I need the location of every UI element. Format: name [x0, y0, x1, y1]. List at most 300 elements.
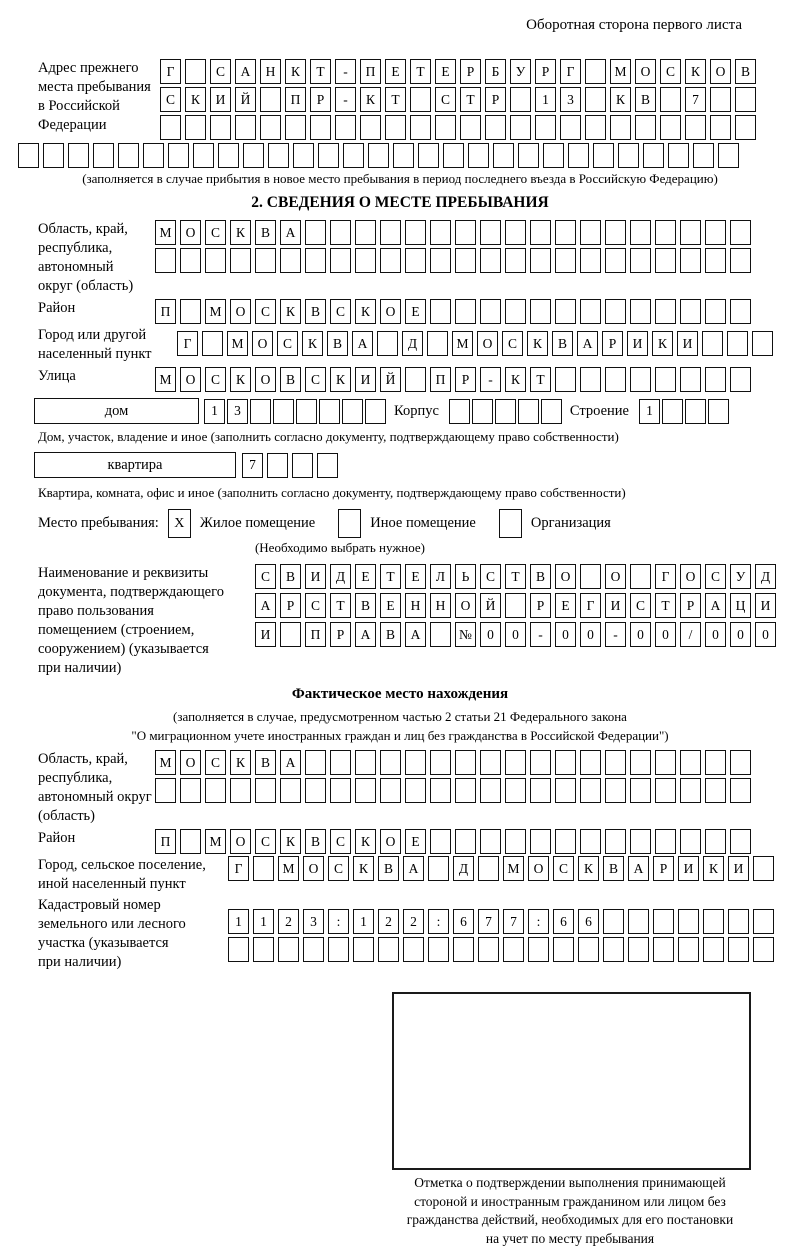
form-cell[interactable]: О — [230, 299, 251, 324]
form-cell[interactable] — [530, 248, 551, 273]
form-cell[interactable] — [730, 778, 751, 803]
form-cell[interactable]: С — [210, 59, 231, 84]
form-cell[interactable] — [303, 937, 324, 962]
form-cell[interactable] — [455, 299, 476, 324]
form-cell[interactable]: М — [155, 220, 176, 245]
form-cell[interactable]: К — [285, 59, 306, 84]
form-cell[interactable] — [703, 909, 724, 934]
form-cell[interactable]: Е — [405, 564, 426, 589]
form-cell[interactable] — [93, 143, 114, 168]
form-cell[interactable] — [430, 299, 451, 324]
form-cell[interactable] — [680, 367, 701, 392]
form-cell[interactable] — [580, 829, 601, 854]
form-cell[interactable] — [68, 143, 89, 168]
form-cell[interactable] — [555, 778, 576, 803]
form-cell[interactable]: К — [230, 220, 251, 245]
form-cell[interactable] — [472, 399, 493, 424]
form-cell[interactable] — [378, 937, 399, 962]
form-cell[interactable]: - — [335, 87, 356, 112]
form-cell[interactable]: О — [255, 367, 276, 392]
form-cell[interactable] — [455, 778, 476, 803]
form-cell[interactable] — [480, 220, 501, 245]
form-cell[interactable]: К — [505, 367, 526, 392]
form-cell[interactable] — [405, 778, 426, 803]
form-cell[interactable]: А — [280, 220, 301, 245]
form-cell[interactable] — [493, 143, 514, 168]
form-cell[interactable] — [410, 115, 431, 140]
form-cell[interactable]: С — [660, 59, 681, 84]
form-cell[interactable] — [443, 143, 464, 168]
form-cell[interactable]: С — [160, 87, 181, 112]
form-cell[interactable]: К — [652, 331, 673, 356]
form-cell[interactable]: У — [730, 564, 751, 589]
form-cell[interactable]: Т — [655, 593, 676, 618]
form-cell[interactable] — [668, 143, 689, 168]
form-cell[interactable]: 1 — [353, 909, 374, 934]
form-cell[interactable] — [580, 248, 601, 273]
form-cell[interactable] — [630, 750, 651, 775]
form-cell[interactable]: Д — [402, 331, 423, 356]
form-cell[interactable]: К — [353, 856, 374, 881]
form-cell[interactable] — [478, 856, 499, 881]
form-cell[interactable]: К — [578, 856, 599, 881]
form-cell[interactable] — [160, 115, 181, 140]
form-cell[interactable]: 1 — [535, 87, 556, 112]
form-cell[interactable]: К — [355, 829, 376, 854]
form-cell[interactable]: И — [755, 593, 776, 618]
form-cell[interactable]: / — [680, 622, 701, 647]
form-cell[interactable] — [435, 115, 456, 140]
form-cell[interactable] — [530, 750, 551, 775]
form-cell[interactable] — [292, 453, 313, 478]
form-cell[interactable] — [478, 937, 499, 962]
form-cell[interactable]: - — [480, 367, 501, 392]
form-cell[interactable] — [455, 829, 476, 854]
form-cell[interactable] — [505, 299, 526, 324]
form-cell[interactable]: Й — [235, 87, 256, 112]
form-cell[interactable] — [255, 248, 276, 273]
form-cell[interactable] — [518, 143, 539, 168]
form-cell[interactable] — [280, 778, 301, 803]
form-cell[interactable]: 0 — [655, 622, 676, 647]
form-cell[interactable] — [580, 299, 601, 324]
form-cell[interactable] — [605, 367, 626, 392]
form-cell[interactable] — [319, 399, 340, 424]
form-cell[interactable] — [605, 829, 626, 854]
form-cell[interactable] — [380, 220, 401, 245]
form-cell[interactable]: С — [330, 829, 351, 854]
form-cell[interactable] — [568, 143, 589, 168]
form-cell[interactable]: 1 — [253, 909, 274, 934]
form-cell[interactable]: М — [278, 856, 299, 881]
form-cell[interactable] — [268, 143, 289, 168]
form-cell[interactable] — [480, 829, 501, 854]
form-cell[interactable] — [553, 937, 574, 962]
form-cell[interactable] — [555, 299, 576, 324]
form-cell[interactable] — [193, 143, 214, 168]
form-cell[interactable] — [230, 778, 251, 803]
form-cell[interactable] — [428, 856, 449, 881]
form-cell[interactable]: М — [205, 829, 226, 854]
form-cell[interactable] — [585, 115, 606, 140]
form-cell[interactable] — [653, 909, 674, 934]
form-cell[interactable]: Й — [480, 593, 501, 618]
form-cell[interactable] — [680, 778, 701, 803]
form-cell[interactable] — [662, 399, 683, 424]
form-cell[interactable] — [293, 143, 314, 168]
form-cell[interactable]: Г — [655, 564, 676, 589]
form-cell[interactable] — [353, 937, 374, 962]
form-cell[interactable]: К — [703, 856, 724, 881]
form-cell[interactable] — [228, 937, 249, 962]
form-cell[interactable]: О — [455, 593, 476, 618]
form-cell[interactable] — [680, 220, 701, 245]
form-cell[interactable] — [43, 143, 64, 168]
form-cell[interactable]: К — [360, 87, 381, 112]
form-cell[interactable] — [318, 143, 339, 168]
checkbox-residential[interactable]: X — [168, 509, 191, 538]
form-cell[interactable] — [185, 115, 206, 140]
form-cell[interactable] — [678, 909, 699, 934]
form-cell[interactable] — [705, 220, 726, 245]
form-cell[interactable]: Р — [485, 87, 506, 112]
form-cell[interactable] — [328, 937, 349, 962]
form-cell[interactable]: А — [280, 750, 301, 775]
form-cell[interactable] — [585, 59, 606, 84]
form-cell[interactable]: 3 — [560, 87, 581, 112]
form-cell[interactable]: К — [330, 367, 351, 392]
form-cell[interactable] — [555, 248, 576, 273]
form-cell[interactable]: Й — [380, 367, 401, 392]
form-cell[interactable]: Р — [535, 59, 556, 84]
form-cell[interactable]: О — [710, 59, 731, 84]
form-cell[interactable]: 1 — [639, 399, 660, 424]
form-cell[interactable]: П — [360, 59, 381, 84]
form-cell[interactable] — [705, 299, 726, 324]
form-cell[interactable] — [180, 299, 201, 324]
form-cell[interactable]: Е — [405, 299, 426, 324]
form-cell[interactable] — [510, 87, 531, 112]
form-cell[interactable] — [393, 143, 414, 168]
form-cell[interactable]: С — [255, 299, 276, 324]
form-cell[interactable]: Ц — [730, 593, 751, 618]
form-cell[interactable]: А — [235, 59, 256, 84]
form-cell[interactable] — [730, 750, 751, 775]
form-cell[interactable] — [480, 750, 501, 775]
checkbox-other-premises[interactable] — [338, 509, 361, 538]
form-cell[interactable] — [343, 143, 364, 168]
form-cell[interactable] — [205, 248, 226, 273]
form-cell[interactable] — [705, 367, 726, 392]
form-cell[interactable]: Г — [177, 331, 198, 356]
form-cell[interactable] — [305, 220, 326, 245]
form-cell[interactable] — [630, 248, 651, 273]
form-cell[interactable]: С — [553, 856, 574, 881]
form-cell[interactable] — [495, 399, 516, 424]
form-cell[interactable]: Р — [310, 87, 331, 112]
form-cell[interactable]: С — [277, 331, 298, 356]
form-cell[interactable]: В — [280, 367, 301, 392]
form-cell[interactable] — [655, 367, 676, 392]
form-cell[interactable] — [580, 220, 601, 245]
form-cell[interactable] — [580, 564, 601, 589]
form-cell[interactable]: В — [327, 331, 348, 356]
form-cell[interactable] — [530, 778, 551, 803]
form-cell[interactable]: 3 — [303, 909, 324, 934]
form-cell[interactable]: 0 — [580, 622, 601, 647]
form-cell[interactable] — [580, 367, 601, 392]
form-cell[interactable] — [628, 937, 649, 962]
form-cell[interactable]: О — [380, 829, 401, 854]
form-cell[interactable] — [578, 937, 599, 962]
form-cell[interactable]: 6 — [453, 909, 474, 934]
form-cell[interactable] — [253, 856, 274, 881]
form-cell[interactable] — [380, 778, 401, 803]
form-cell[interactable] — [510, 115, 531, 140]
form-cell[interactable] — [705, 778, 726, 803]
form-cell[interactable]: К — [527, 331, 548, 356]
form-cell[interactable] — [730, 829, 751, 854]
form-cell[interactable]: А — [405, 622, 426, 647]
form-cell[interactable]: О — [635, 59, 656, 84]
form-cell[interactable]: Р — [530, 593, 551, 618]
form-cell[interactable]: В — [530, 564, 551, 589]
form-cell[interactable]: : — [328, 909, 349, 934]
form-cell[interactable] — [705, 750, 726, 775]
form-cell[interactable] — [418, 143, 439, 168]
form-cell[interactable] — [555, 220, 576, 245]
form-cell[interactable] — [430, 750, 451, 775]
form-cell[interactable] — [118, 143, 139, 168]
form-cell[interactable]: С — [435, 87, 456, 112]
form-cell[interactable] — [730, 299, 751, 324]
form-cell[interactable] — [330, 248, 351, 273]
form-cell[interactable]: И — [677, 331, 698, 356]
form-cell[interactable]: Г — [228, 856, 249, 881]
form-cell[interactable] — [530, 299, 551, 324]
form-cell[interactable] — [18, 143, 39, 168]
form-cell[interactable]: П — [155, 299, 176, 324]
form-cell[interactable] — [460, 115, 481, 140]
form-cell[interactable] — [267, 453, 288, 478]
form-cell[interactable] — [480, 248, 501, 273]
form-cell[interactable]: Н — [260, 59, 281, 84]
form-cell[interactable]: В — [355, 593, 376, 618]
form-cell[interactable]: Р — [602, 331, 623, 356]
form-cell[interactable] — [710, 87, 731, 112]
form-cell[interactable] — [530, 220, 551, 245]
form-cell[interactable]: 2 — [378, 909, 399, 934]
form-cell[interactable]: Е — [435, 59, 456, 84]
form-cell[interactable] — [710, 115, 731, 140]
form-cell[interactable] — [635, 115, 656, 140]
form-cell[interactable]: М — [155, 367, 176, 392]
form-cell[interactable] — [230, 248, 251, 273]
form-cell[interactable]: С — [330, 299, 351, 324]
form-cell[interactable] — [718, 143, 739, 168]
form-cell[interactable]: 6 — [578, 909, 599, 934]
form-cell[interactable] — [455, 220, 476, 245]
form-cell[interactable] — [330, 778, 351, 803]
form-cell[interactable] — [655, 248, 676, 273]
form-cell[interactable] — [455, 750, 476, 775]
form-cell[interactable] — [660, 87, 681, 112]
form-cell[interactable]: Н — [430, 593, 451, 618]
form-cell[interactable]: О — [477, 331, 498, 356]
form-cell[interactable]: 1 — [204, 399, 225, 424]
form-cell[interactable] — [430, 622, 451, 647]
form-cell[interactable] — [405, 750, 426, 775]
form-cell[interactable]: В — [552, 331, 573, 356]
form-cell[interactable] — [505, 220, 526, 245]
form-cell[interactable] — [541, 399, 562, 424]
form-cell[interactable]: Е — [385, 59, 406, 84]
form-cell[interactable]: К — [280, 829, 301, 854]
form-cell[interactable] — [528, 937, 549, 962]
form-cell[interactable] — [593, 143, 614, 168]
form-cell[interactable] — [468, 143, 489, 168]
form-cell[interactable] — [605, 750, 626, 775]
form-cell[interactable] — [730, 367, 751, 392]
form-cell[interactable] — [580, 778, 601, 803]
form-cell[interactable] — [305, 778, 326, 803]
form-cell[interactable] — [180, 778, 201, 803]
form-cell[interactable] — [630, 299, 651, 324]
form-cell[interactable] — [643, 143, 664, 168]
form-cell[interactable] — [296, 399, 317, 424]
form-cell[interactable] — [180, 829, 201, 854]
form-cell[interactable]: 0 — [505, 622, 526, 647]
form-cell[interactable] — [405, 367, 426, 392]
form-cell[interactable] — [753, 856, 774, 881]
form-cell[interactable] — [453, 937, 474, 962]
form-cell[interactable] — [143, 143, 164, 168]
form-cell[interactable] — [630, 778, 651, 803]
form-cell[interactable] — [680, 750, 701, 775]
form-cell[interactable]: В — [380, 622, 401, 647]
form-cell[interactable] — [630, 367, 651, 392]
form-cell[interactable]: 7 — [478, 909, 499, 934]
form-cell[interactable] — [580, 750, 601, 775]
form-cell[interactable] — [727, 331, 748, 356]
form-cell[interactable] — [530, 829, 551, 854]
form-cell[interactable]: С — [630, 593, 651, 618]
form-cell[interactable]: О — [180, 750, 201, 775]
form-cell[interactable]: Т — [385, 87, 406, 112]
form-cell[interactable]: 7 — [242, 453, 263, 478]
form-cell[interactable]: С — [255, 564, 276, 589]
form-cell[interactable] — [555, 750, 576, 775]
form-cell[interactable] — [505, 593, 526, 618]
form-cell[interactable] — [253, 937, 274, 962]
form-cell[interactable]: И — [355, 367, 376, 392]
form-cell[interactable] — [555, 829, 576, 854]
form-cell[interactable] — [605, 220, 626, 245]
form-cell[interactable] — [518, 399, 539, 424]
form-cell[interactable] — [655, 829, 676, 854]
form-cell[interactable]: В — [635, 87, 656, 112]
form-cell[interactable] — [680, 829, 701, 854]
form-cell[interactable]: Т — [505, 564, 526, 589]
form-cell[interactable] — [693, 143, 714, 168]
form-cell[interactable]: Т — [310, 59, 331, 84]
form-cell[interactable]: С — [502, 331, 523, 356]
form-cell[interactable] — [210, 115, 231, 140]
form-cell[interactable] — [655, 299, 676, 324]
form-cell[interactable]: Г — [160, 59, 181, 84]
form-cell[interactable]: М — [610, 59, 631, 84]
form-cell[interactable] — [480, 778, 501, 803]
form-cell[interactable] — [202, 331, 223, 356]
form-cell[interactable]: - — [605, 622, 626, 647]
form-cell[interactable] — [355, 248, 376, 273]
form-cell[interactable] — [355, 220, 376, 245]
form-cell[interactable]: Б — [485, 59, 506, 84]
form-cell[interactable]: О — [180, 367, 201, 392]
form-cell[interactable]: - — [335, 59, 356, 84]
form-cell[interactable] — [753, 909, 774, 934]
form-cell[interactable] — [655, 750, 676, 775]
house-type-box[interactable]: дом — [34, 398, 199, 424]
form-cell[interactable]: И — [627, 331, 648, 356]
form-cell[interactable]: 0 — [630, 622, 651, 647]
form-cell[interactable]: Ь — [455, 564, 476, 589]
form-cell[interactable]: О — [555, 564, 576, 589]
form-cell[interactable]: С — [205, 220, 226, 245]
form-cell[interactable]: Д — [330, 564, 351, 589]
form-cell[interactable]: О — [180, 220, 201, 245]
form-cell[interactable]: С — [205, 367, 226, 392]
form-cell[interactable] — [385, 115, 406, 140]
form-cell[interactable] — [705, 248, 726, 273]
form-cell[interactable]: С — [205, 750, 226, 775]
form-cell[interactable]: М — [205, 299, 226, 324]
form-cell[interactable]: О — [380, 299, 401, 324]
form-cell[interactable] — [342, 399, 363, 424]
form-cell[interactable] — [505, 829, 526, 854]
form-cell[interactable]: А — [355, 622, 376, 647]
form-cell[interactable]: В — [305, 829, 326, 854]
form-cell[interactable] — [360, 115, 381, 140]
form-cell[interactable]: Е — [405, 829, 426, 854]
form-cell[interactable] — [365, 399, 386, 424]
form-cell[interactable] — [605, 299, 626, 324]
form-cell[interactable] — [628, 909, 649, 934]
form-cell[interactable]: 0 — [480, 622, 501, 647]
form-cell[interactable] — [185, 59, 206, 84]
form-cell[interactable]: Н — [405, 593, 426, 618]
form-cell[interactable]: Т — [530, 367, 551, 392]
form-cell[interactable]: Т — [460, 87, 481, 112]
form-cell[interactable] — [708, 399, 729, 424]
form-cell[interactable] — [330, 220, 351, 245]
form-cell[interactable]: К — [185, 87, 206, 112]
form-cell[interactable]: Л — [430, 564, 451, 589]
form-cell[interactable] — [155, 248, 176, 273]
form-cell[interactable]: О — [528, 856, 549, 881]
form-cell[interactable] — [280, 622, 301, 647]
form-cell[interactable] — [680, 248, 701, 273]
form-cell[interactable] — [455, 248, 476, 273]
form-cell[interactable] — [730, 248, 751, 273]
form-cell[interactable]: 7 — [685, 87, 706, 112]
form-cell[interactable]: Т — [410, 59, 431, 84]
form-cell[interactable]: Т — [330, 593, 351, 618]
form-cell[interactable]: И — [210, 87, 231, 112]
form-cell[interactable]: 0 — [555, 622, 576, 647]
form-cell[interactable]: У — [510, 59, 531, 84]
form-cell[interactable] — [610, 115, 631, 140]
